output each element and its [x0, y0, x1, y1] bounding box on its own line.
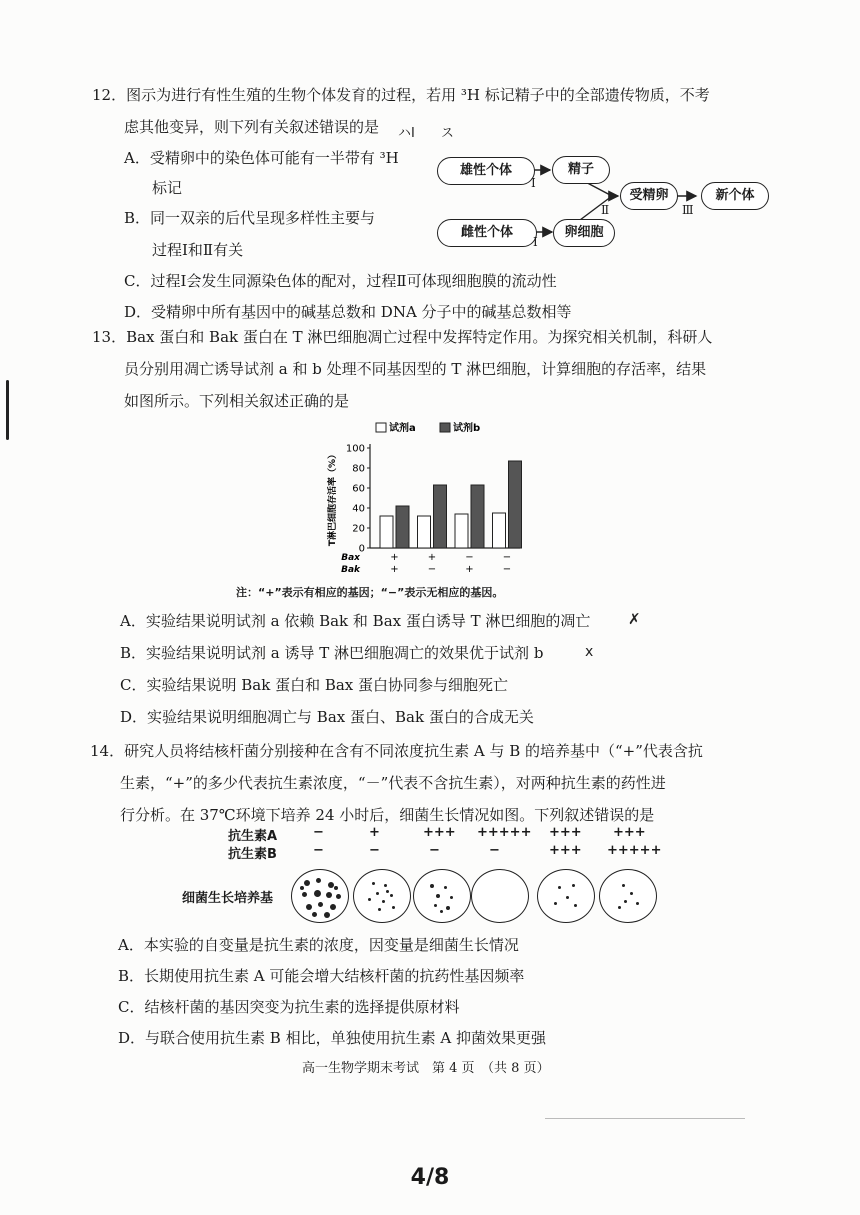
bacteria-colony [384, 884, 387, 887]
legend-swatch-2 [440, 423, 450, 432]
bacteria-colony [324, 912, 330, 918]
genotype-bax-1: + [390, 552, 399, 563]
y-tick-label-60: 60 [352, 483, 365, 495]
y-tick-label-20: 20 [352, 523, 365, 535]
bacteria-colony [436, 894, 440, 898]
antibiotic-b-level-2: − [369, 843, 380, 858]
bacteria-colony [336, 894, 341, 899]
q14-option-b: B．长期使用抗生素 A 可能会增大结核杆菌的抗药性基因频率 [118, 967, 525, 985]
bacteria-colony [434, 904, 437, 907]
genotype-bak-4: − [502, 564, 512, 575]
bar-chart-svg [320, 418, 530, 588]
bacteria-colony [624, 900, 627, 903]
bacteria-colony [558, 886, 561, 889]
antibiotic-a-label: 抗生素A [228, 829, 278, 844]
process-label-1-bottom: Ⅰ [533, 235, 538, 249]
bacteria-colony [314, 890, 321, 897]
q13-bar-chart [320, 418, 530, 588]
bacteria-colony [334, 886, 338, 890]
antibiotic-b-level-4: − [489, 843, 500, 858]
genotype-bak-1: + [390, 564, 399, 575]
q13-stem-line1: 13．Bax 蛋白和 Bak 蛋白在 T 淋巴细胞凋亡过程中发挥特定作用。为探究相关机制，科研人 [92, 328, 713, 346]
page-indicator: 4/8 [410, 1165, 450, 1190]
q13-option-b-mark: x [585, 644, 594, 660]
antibiotic-b-level-6: +++++ [607, 843, 662, 858]
bar-1-2 [418, 516, 431, 548]
bar-2-2 [434, 485, 447, 548]
bacteria-colony [372, 882, 375, 885]
bacteria-colony [304, 880, 310, 886]
q12-stem-line1: 12．图示为进行有性生殖的生物个体发育的过程，若用 ³H 标记精子中的全部遗传物质，不考 [92, 86, 710, 104]
q13-stem-line2: 员分别用凋亡诱导试剂 a 和 b 处理不同基因型的 T 淋巴细胞，计算细胞的存活率，结果 [124, 360, 707, 378]
antibiotic-b-level-3: − [429, 843, 440, 858]
bar-2-3 [471, 485, 484, 548]
antibiotic-a-level-5: +++ [549, 825, 582, 840]
q14-stem-line1: 14．研究人员将结核杆菌分别接种在含有不同浓度抗生素 A 与 B 的培养基中（“+”代表含抗 [90, 742, 703, 760]
antibiotic-a-level-1: − [313, 825, 324, 840]
process-label-2: Ⅱ [601, 203, 610, 217]
node-male: 雄性个体 [437, 157, 535, 185]
node-new-individual: 新个体 [701, 182, 769, 210]
node-female: 雌性个体 [437, 219, 537, 247]
culture-dish-2 [353, 869, 411, 923]
bacteria-colony [566, 896, 569, 899]
bacteria-colony [376, 892, 379, 895]
node-sperm: 精子 [552, 156, 610, 184]
q14-option-d: D．与联合使用抗生素 B 相比，单独使用抗生素 A 抑菌效果更强 [118, 1029, 546, 1047]
y-tick-label-80: 80 [352, 463, 365, 475]
culture-dish-3 [413, 869, 471, 923]
q12-option-a-cont: 标记 [152, 179, 183, 197]
bacteria-colony [574, 904, 577, 907]
bacteria-colony [326, 892, 332, 898]
bacteria-colony [392, 906, 395, 909]
q12-stem-line2: 虑其他变异，则下列有关叙述错误的是 [124, 118, 380, 136]
culture-dish-5 [537, 869, 595, 923]
antibiotic-a-level-3: +++ [423, 825, 456, 840]
y-tick-label-100: 100 [345, 443, 365, 455]
faint-rule [545, 1118, 745, 1119]
page-footer: 高一生物学期末考试 第 4 页 （共 8 页） [302, 1061, 550, 1076]
bar-1-4 [493, 513, 506, 548]
antibiotic-a-level-6: +++ [613, 825, 646, 840]
q12-option-c: C．过程Ⅰ会发生同源染色体的配对，过程Ⅱ可体现细胞膜的流动性 [124, 272, 557, 290]
bacteria-colony [386, 890, 389, 893]
antibiotic-b-label: 抗生素B [228, 847, 277, 862]
q14-stem-line2: 生素，“+”的多少代表抗生素浓度，“－”代表不含抗生素），对两种抗生素的药性进 [120, 774, 666, 792]
q14-option-c: C．结核杆菌的基因突变为抗生素的选择提供原材料 [118, 998, 460, 1016]
culture-dish-4 [471, 869, 529, 923]
antibiotic-a-level-4: +++++ [477, 825, 532, 840]
bar-1-1 [380, 516, 393, 548]
genotype-bax-3: − [465, 552, 474, 563]
y-tick-label-0: 0 [358, 543, 365, 555]
genotype-bax-4: − [502, 552, 512, 563]
bacteria-colony [306, 904, 312, 910]
process-label-3: Ⅲ [682, 203, 694, 217]
q13-stem-line3: 如图所示。下列相关叙述正确的是 [124, 392, 350, 410]
bacteria-colony [330, 904, 336, 910]
node-egg: 卵细胞 [553, 219, 615, 247]
q13-chart-note: 注：“+”表示有相应的基因；“−”表示无相应的基因。 [236, 586, 504, 599]
culture-dish-6 [599, 869, 657, 923]
genotype-bak-3: + [465, 564, 474, 575]
culture-medium-label: 细菌生长培养基 [182, 891, 274, 906]
q12-option-d: D．受精卵中所有基因中的碱基总数和 DNA 分子中的碱基总数相等 [124, 303, 572, 321]
node-zygote: 受精卵 [620, 182, 678, 210]
genotype-row-label-bak: Bak [341, 565, 360, 575]
bacteria-colony [636, 902, 639, 905]
q12-option-b: B．同一双亲的后代呈现多样性主要与 [124, 209, 376, 227]
culture-dish-1 [291, 869, 349, 923]
bacteria-colony [430, 884, 434, 888]
scan-edge-mark [6, 380, 9, 440]
genotype-bax-2: + [427, 552, 437, 563]
q13-option-c: C．实验结果说明 Bak 蛋白和 Bax 蛋白协同参与细胞死亡 [120, 676, 509, 694]
q13-option-d: D．实验结果说明细胞凋亡与 Bax 蛋白、Bak 蛋白的合成无关 [120, 708, 534, 726]
bacteria-colony [312, 912, 317, 917]
bacteria-colony [300, 886, 304, 890]
bacteria-colony [444, 886, 447, 889]
bacteria-colony [630, 892, 633, 895]
q13-option-a-mark: ✗ [628, 610, 641, 628]
bacteria-colony [316, 878, 321, 883]
bacteria-colony [440, 910, 443, 913]
bar-2-4 [509, 461, 522, 548]
bacteria-colony [618, 906, 621, 909]
antibiotic-b-level-5: +++ [549, 843, 582, 858]
bacteria-colony [446, 906, 450, 910]
bacteria-colony [390, 894, 393, 897]
bar-2-1 [396, 506, 409, 548]
genotype-row-label-bax: Bax [341, 553, 360, 563]
q12-option-b-cont: 过程Ⅰ和Ⅱ有关 [152, 241, 244, 259]
q14-stem-line3: 行分析。在 37℃环境下培养 24 小时后，细菌生长情况如图。下列叙述错误的是 [120, 806, 655, 824]
bacteria-colony [622, 884, 625, 887]
antibiotic-b-level-1: − [313, 843, 324, 858]
q13-option-b: B．实验结果说明试剂 a 诱导 T 淋巴细胞凋亡的效果优于试剂 b [120, 644, 544, 662]
q14-option-a: A．本实验的自变量是抗生素的浓度，因变量是细菌生长情况 [118, 936, 519, 954]
legend-label-1: 试剂a [389, 423, 416, 434]
q12-handwritten-note: ハI ス [398, 126, 454, 141]
process-label-1-top: Ⅰ [531, 176, 536, 190]
q13-option-a: A．实验结果说明试剂 a 依赖 Bak 和 Bax 蛋白诱导 T 淋巴细胞的凋亡 [120, 612, 591, 630]
bacteria-colony [368, 898, 371, 901]
bar-1-3 [455, 514, 468, 548]
bacteria-colony [572, 884, 575, 887]
bacteria-colony [554, 902, 557, 905]
q12-option-a: A．受精卵中的染色体可能有一半带有 ³H [124, 149, 399, 167]
bacteria-colony [318, 902, 323, 907]
y-axis-label: T淋巴细胞存活率（%） [328, 449, 338, 547]
bacteria-colony [302, 892, 307, 897]
genotype-bak-2: − [427, 564, 437, 575]
antibiotic-a-level-2: + [369, 825, 380, 840]
legend-label-2: 试剂b [453, 423, 481, 434]
y-tick-label-40: 40 [352, 503, 365, 515]
legend-swatch-1 [376, 423, 386, 432]
bacteria-colony [378, 908, 381, 911]
bacteria-colony [382, 900, 385, 903]
bacteria-colony [450, 896, 453, 899]
